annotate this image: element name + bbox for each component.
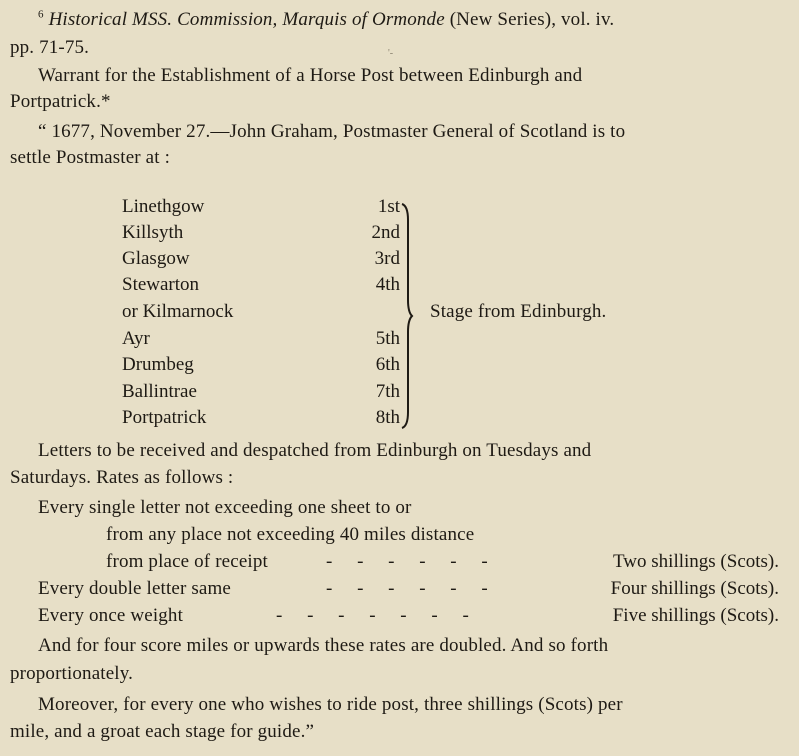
rate-double-amount: Four shillings (Scots). bbox=[610, 578, 779, 599]
stage-place: Drumbeg bbox=[122, 354, 194, 375]
stage-ordinal: 8th bbox=[375, 407, 400, 428]
rate-single-dashes: - - - - - - bbox=[326, 551, 488, 572]
footnote-marker: 6 bbox=[38, 8, 44, 21]
intro-line-1: “ 1677, November 27.—John Graham, Postmaster General of Scotland is to bbox=[38, 121, 626, 142]
stage-place: Killsyth bbox=[122, 222, 184, 243]
rate-once-amount: Five shillings (Scots). bbox=[612, 605, 779, 626]
stage-ordinal: 6th bbox=[375, 354, 400, 375]
stage-ordinal: 1st bbox=[377, 196, 400, 217]
rate-once-dashes: - - - - - - - bbox=[276, 605, 469, 626]
rate-single-line-3: from place of receipt bbox=[106, 551, 268, 572]
stage-place: Ayr bbox=[122, 328, 150, 349]
rate-double-dashes: - - - - - - bbox=[326, 578, 488, 599]
stage-place: Glasgow bbox=[122, 248, 190, 269]
intro-line-2: settle Postmaster at : bbox=[10, 147, 171, 168]
stage-ordinal: 5th bbox=[375, 328, 400, 349]
rate-single-amount: Two shillings (Scots). bbox=[613, 551, 779, 572]
stage-place: or Kilmarnock bbox=[122, 301, 234, 322]
stage-place: Stewarton bbox=[122, 274, 200, 295]
footnote-rest: (New Series), vol. iv. bbox=[449, 9, 615, 30]
footnote-line-1 bbox=[38, 8, 614, 32]
moreover-line-1: Moreover, for every one who wishes to ride post, three shillings (Scots) per bbox=[38, 694, 623, 715]
moreover-line-2: mile, and a groat each stage for guide.” bbox=[10, 721, 315, 742]
brace-icon bbox=[398, 200, 428, 432]
fourscore-line-2: proportionately. bbox=[10, 663, 134, 684]
stage-ordinal: 2nd bbox=[371, 222, 400, 243]
footnote-title: Historical MSS. Commission, Marquis of Ormonde bbox=[48, 9, 445, 30]
stage-ordinal: 4th bbox=[375, 274, 400, 295]
stage-place: Ballintrae bbox=[122, 381, 197, 402]
stage-place: Portpatrick bbox=[122, 407, 207, 428]
rate-single-line-2: from any place not exceeding 40 miles distance bbox=[106, 524, 475, 545]
stray-mark: '- bbox=[388, 48, 394, 59]
footnote-line-2: pp. 71-75. bbox=[10, 37, 90, 58]
rate-double-label: Every double letter same bbox=[38, 578, 231, 599]
stage-ordinal: 7th bbox=[375, 381, 400, 402]
stage-ordinal: 3rd bbox=[374, 248, 400, 269]
rate-single-line-1: Every single letter not exceeding one sheet to or bbox=[38, 497, 412, 518]
letters-line-2: Saturdays. Rates as follows : bbox=[10, 467, 234, 488]
warrant-heading-line-2: Portpatrick.* bbox=[10, 91, 111, 112]
warrant-heading-line-1: Warrant for the Establishment of a Horse Post between Edinburgh and bbox=[38, 65, 583, 86]
stage-label: Stage from Edinburgh. bbox=[430, 301, 607, 322]
fourscore-line-1: And for four score miles or upwards these rates are doubled. And so forth bbox=[38, 635, 609, 656]
stage-place: Linethgow bbox=[122, 196, 205, 217]
rate-once-label: Every once weight bbox=[38, 605, 183, 626]
letters-line-1: Letters to be received and despatched from Edinburgh on Tuesdays and bbox=[38, 440, 592, 461]
